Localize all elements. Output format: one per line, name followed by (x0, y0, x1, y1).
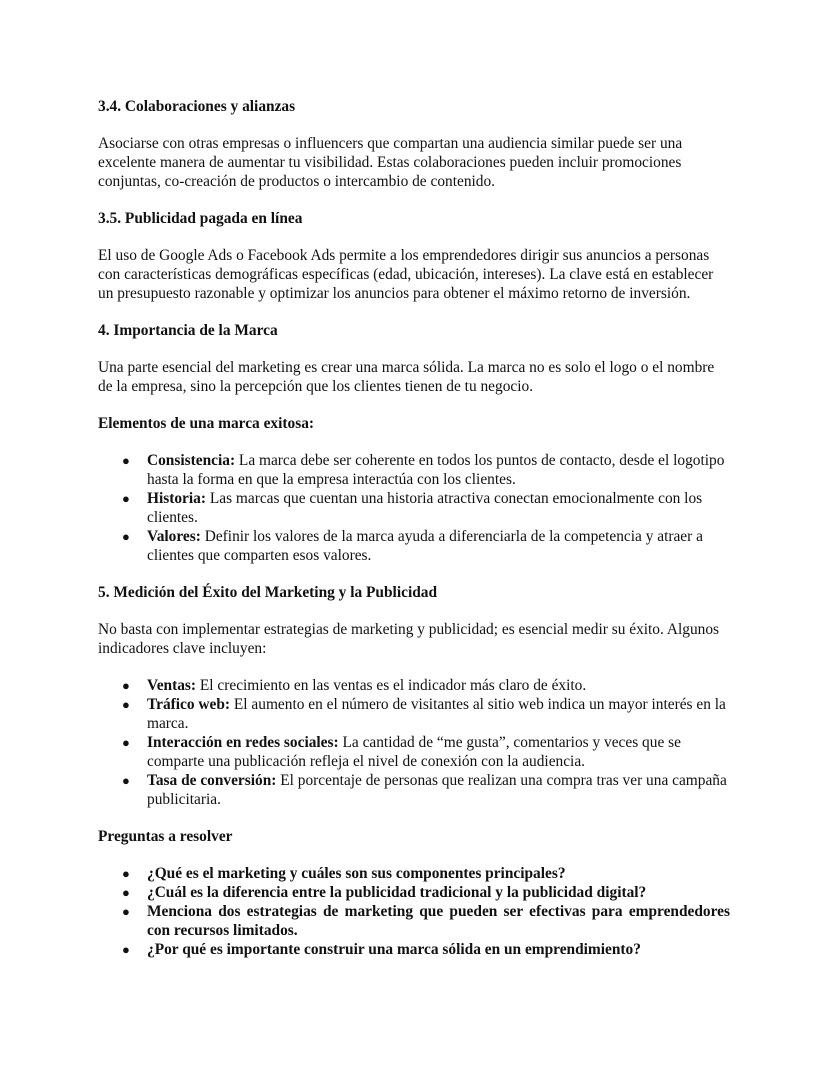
list-item-text: La cantidad de “me gusta”, comentarios y veces que se comparte una publicación refleja el nivel de conexión con la audiencia. (147, 734, 681, 770)
bullet-icon: ● (122, 773, 130, 788)
list-item (98, 676, 730, 695)
question-item (98, 902, 730, 940)
list-item-term: Interacción en redes sociales: (147, 734, 339, 751)
paragraph-medicion-exito: No basta con implementar estrategias de marketing y publicidad; es esencial medir su éxito. Algunos indicadores clave incluyen: (98, 621, 720, 657)
list-item (98, 451, 730, 489)
list-item-text: El aumento en el número de visitantes al sitio web indica un mayor interés en la marca. (147, 696, 726, 732)
bullet-icon: ● (122, 453, 130, 468)
heading-medicion-exito: 5. Medición del Éxito del Marketing y la Publicidad (98, 584, 438, 601)
bullet-icon: ● (122, 904, 130, 919)
list-item-text: El porcentaje de personas que realizan una compra tras ver una campaña publicitaria. (147, 772, 727, 808)
question-text: ¿Por qué es importante construir una marca sólida en un emprendimiento? (147, 941, 641, 958)
heading-publicidad-pagada: 3.5. Publicidad pagada en línea (98, 210, 303, 227)
list-item-term: Consistencia: (147, 452, 236, 469)
list-preguntas (98, 864, 730, 959)
paragraph-publicidad-pagada: El uso de Google Ads o Facebook Ads permite a los emprendedores dirigir sus anuncios a personas con características demográficas específicas (edad, ubicación, intereses). La clave está en establecer un presupuesto razonable y optimizar los anuncios para obtener el máximo retorno de inversión. (98, 247, 714, 302)
bullet-icon: ● (122, 942, 130, 957)
question-text: Menciona dos estrategias de marketing que pueden ser efectivas para emprendedores con recursos limitados. (147, 903, 730, 939)
list-item-term: Valores: (147, 528, 201, 545)
list-item-term: Historia: (147, 490, 206, 507)
list-item-text: El crecimiento en las ventas es el indicador más claro de éxito. (196, 677, 587, 694)
list-item (98, 733, 730, 771)
list-item-text: Las marcas que cuentan una historia atractiva conectan emocionalmente con los clientes. (147, 490, 703, 526)
bullet-icon: ● (122, 697, 130, 712)
list-item-text: Definir los valores de la marca ayuda a diferenciarla de la competencia y atraer a clientes que comparten esos valores. (147, 528, 703, 564)
question-item (98, 864, 730, 883)
heading-colaboraciones: 3.4. Colaboraciones y alianzas (98, 98, 296, 115)
document-page (98, 97, 730, 959)
list-item (98, 527, 730, 565)
bullet-icon: ● (122, 885, 130, 900)
bullet-icon: ● (122, 529, 130, 544)
list-item (98, 489, 730, 527)
question-item (98, 883, 730, 902)
question-text: ¿Cuál es la diferencia entre la publicidad tradicional y la publicidad digital? (147, 884, 647, 901)
subheading-elementos-marca: Elementos de una marca exitosa: (98, 415, 315, 432)
list-item (98, 771, 730, 809)
heading-importancia-marca: 4. Importancia de la Marca (98, 322, 278, 339)
bullet-icon: ● (122, 678, 130, 693)
paragraph-colaboraciones: Asociarse con otras empresas o influencers que compartan una audiencia similar puede ser una excelente manera de aumentar tu visibilidad. Estas colaboraciones pueden incluir promociones conjuntas, co-creación de productos o intercambio de contenido. (98, 135, 683, 190)
list-item-term: Tasa de conversión: (147, 772, 277, 789)
bullet-icon: ● (122, 735, 130, 750)
list-indicadores (98, 676, 730, 809)
list-item-term: Tráfico web: (147, 696, 231, 713)
bullet-icon: ● (122, 491, 130, 506)
heading-preguntas: Preguntas a resolver (98, 828, 233, 845)
list-item-text: La marca debe ser coherente en todos los puntos de contacto, desde el logotipo hasta la forma en que la empresa interactúa con los clientes. (147, 452, 725, 488)
paragraph-importancia-marca: Una parte esencial del marketing es crear una marca sólida. La marca no es solo el logo o el nombre de la empresa, sino la percepción que los clientes tienen de tu negocio. (98, 359, 715, 395)
question-text: ¿Qué es el marketing y cuáles son sus componentes principales? (147, 865, 566, 882)
list-item-term: Ventas: (147, 677, 197, 694)
list-elementos-marca (98, 451, 730, 565)
bullet-icon: ● (122, 866, 130, 881)
question-item (98, 940, 730, 959)
list-item (98, 695, 730, 733)
